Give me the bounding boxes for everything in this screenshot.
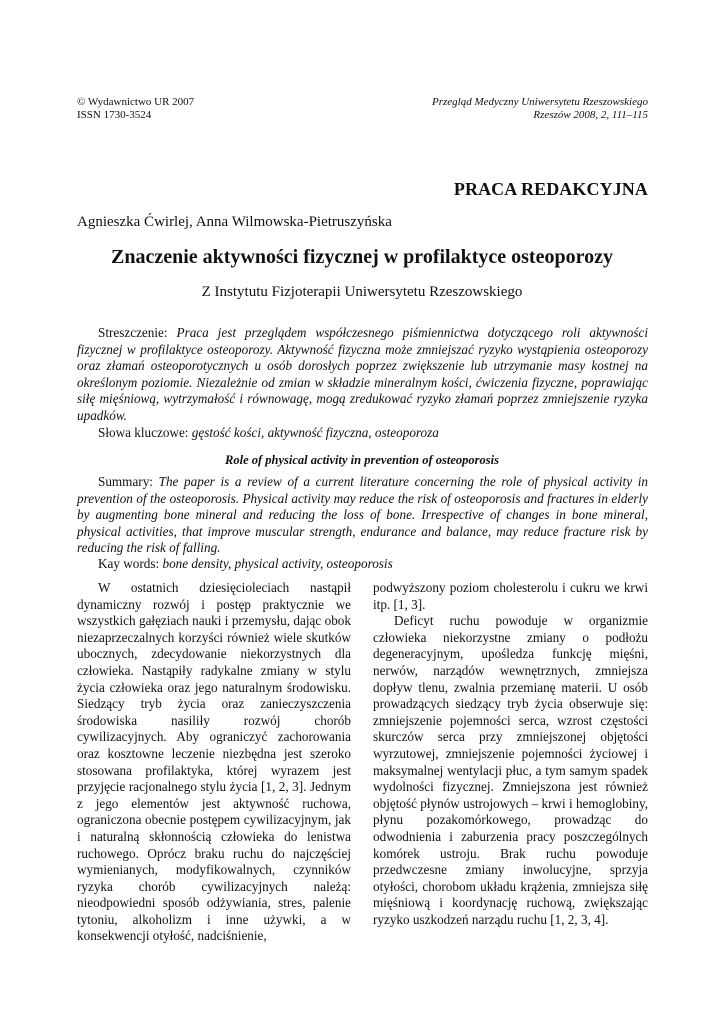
article-title: Znaczenie aktywności fizycznej w profilaktyce osteoporozy: [111, 246, 613, 268]
body-paragraph-continuation: podwyższony poziom cholesterolu i cukru we krwi itp. [1, 3].: [373, 580, 648, 612]
abstract-en-text: The paper is a review of a current literature concerning the role of physical activity in prevention of the osteoporosis. Physical activity may reduce the risk of osteoporosis and fractures in elderly by augmenting bone mineral and reducing the loss of bone. Irrespective of changes in bone mineral, physical activities, that improve muscular strength, endurance and balance, may reduce fracture risk by reducing the risk of falling.: [77, 474, 648, 556]
abstract-pl-text: Praca jest przeglądem współczesnego piśmiennictwa dotyczącego roli aktywności fizycznej w profilaktyce osteoporozy. Aktywność fizyczna może zmniejszać ryzyko wystąpienia osteoporozy oraz złamań osteoporotycznych u osób dorosłych poprzez zwiększenie lub utrzymanie masy kostnej na określonym poziomie. Niezależnie od zmian w składzie mineralnym kości, ćwiczenia fizyczne, poprawiając siłę mięśniową, wytrzymałość i równowagę, mogą zredukować ryzyko złamań poprzez zmniejszenie ryzyka upadków.: [77, 325, 648, 423]
section-label: PRACA REDAKCYJNA: [453, 179, 648, 199]
body-paragraph: Deficyt ruchu powoduje w organizmie człowieka niekorzystne zmiany o podłożu degeneracyjnym, upośledza funkcję mięśni, nerwów, narządów wewnętrznych, zmniejsza dopływ tlenu, zwalnia przemianę materii. U osób prowadzących siedzący tryb życia obserwuje się: zmniejszenie pojemności serca, wzrost częstości skurczów serca przy zmniejszonej objętości wyrzutowej, zmniejszenie pojemności życiowej i maksymalnej wentylacji płuc, a tym samym spadek wydolności fizycznej. Zmniejszona jest również objętość płynów ustrojowych – krwi i hemoglobiny, płynu pozakomórkowego, prowadząc do odwodnienia i zaburzenia pracy poszczególnych komórek ustroju. Brak ruchu powoduje przedwczesne zmiany inwolucyjne, sprzyja otyłości, chorobom układu krążenia, zmniejsza siłę mięśniową i koordynację ruchową, zwiększając ryzyko uszkodzeń narządu ruchu [1, 2, 3, 4].: [373, 613, 648, 927]
institute: Z Instytutu Fizjoterapii Uniwersytetu Rzeszowskiego: [201, 284, 523, 300]
publisher: © Wydawnictwo UR 2007: [77, 96, 195, 108]
keywords-en-label: Kay words:: [98, 556, 160, 571]
abstract-en-label: Summary:: [98, 474, 153, 489]
authors: Agnieszka Ćwirlej, Anna Wilmowska-Pietruszyńska: [77, 214, 392, 230]
abstract-en: [77, 474, 648, 557]
keywords-pl: [77, 425, 648, 442]
keywords-en-text: bone density, physical activity, osteoporosis: [162, 556, 393, 571]
keywords-en: [77, 556, 648, 573]
abstract-pl-label: Streszczenie:: [98, 325, 168, 340]
abstract-pl: [77, 325, 648, 425]
body-paragraph: W ostatnich dziesięcioleciach nastąpił dynamiczny rozwój i postęp praktycznie we wszystkich gałęziach nauki i przemysłu, dając obok niezaprzeczalnych korzyści również wiele skutków ubocznych, zdecydowanie niekorzystnych dla człowieka. Nastąpiły radykalne zmiany w stylu życia człowieka oraz jego naturalnym środowisku. Siedzący tryb życia oraz zanieczyszczenia środowiska nasiliły rozwój chorób cywilizacyjnych. Aby ograniczyć zachorowania oraz kosztowne leczenie niezbędna jest szeroko stosowana profilaktyka, której wyrazem jest przyjęcie racjonalnego stylu życia [1, 2, 3]. Jednym z jego elementów jest aktywność ruchowa, ograniczona obecnie postępem cywilizacyjnym, jak i naturalną skłonnością człowieka do lenistwa ruchowego. Oprócz braku ruchu do najczęściej wymienianych, modyfikowalnych, czynników ryzyka chorób cywilizacyjnych należą: nieodpowiedni sposób odżywiania, stres, palenie tytoniu, alkoholizm i inne używki, a w konsekwencji otyłość, nadciśnienie,: [77, 580, 351, 944]
issn: ISSN 1730-3524: [77, 109, 152, 121]
body-column-right: [373, 580, 648, 928]
keywords-pl-label: Słowa kluczowe:: [98, 425, 189, 440]
header-left: [77, 96, 194, 122]
body-column-left: [77, 580, 351, 945]
keywords-pl-text: gęstość kości, aktywność fizyczna, osteoporoza: [191, 425, 439, 440]
header-right: [432, 96, 648, 122]
journal-name: Przegląd Medyczny Uniwersytetu Rzeszowskiego: [432, 96, 648, 108]
issue-info: Rzeszów 2008, 2, 111–115: [533, 109, 648, 121]
english-title: Role of physical activity in prevention of osteoporosis: [225, 453, 499, 467]
